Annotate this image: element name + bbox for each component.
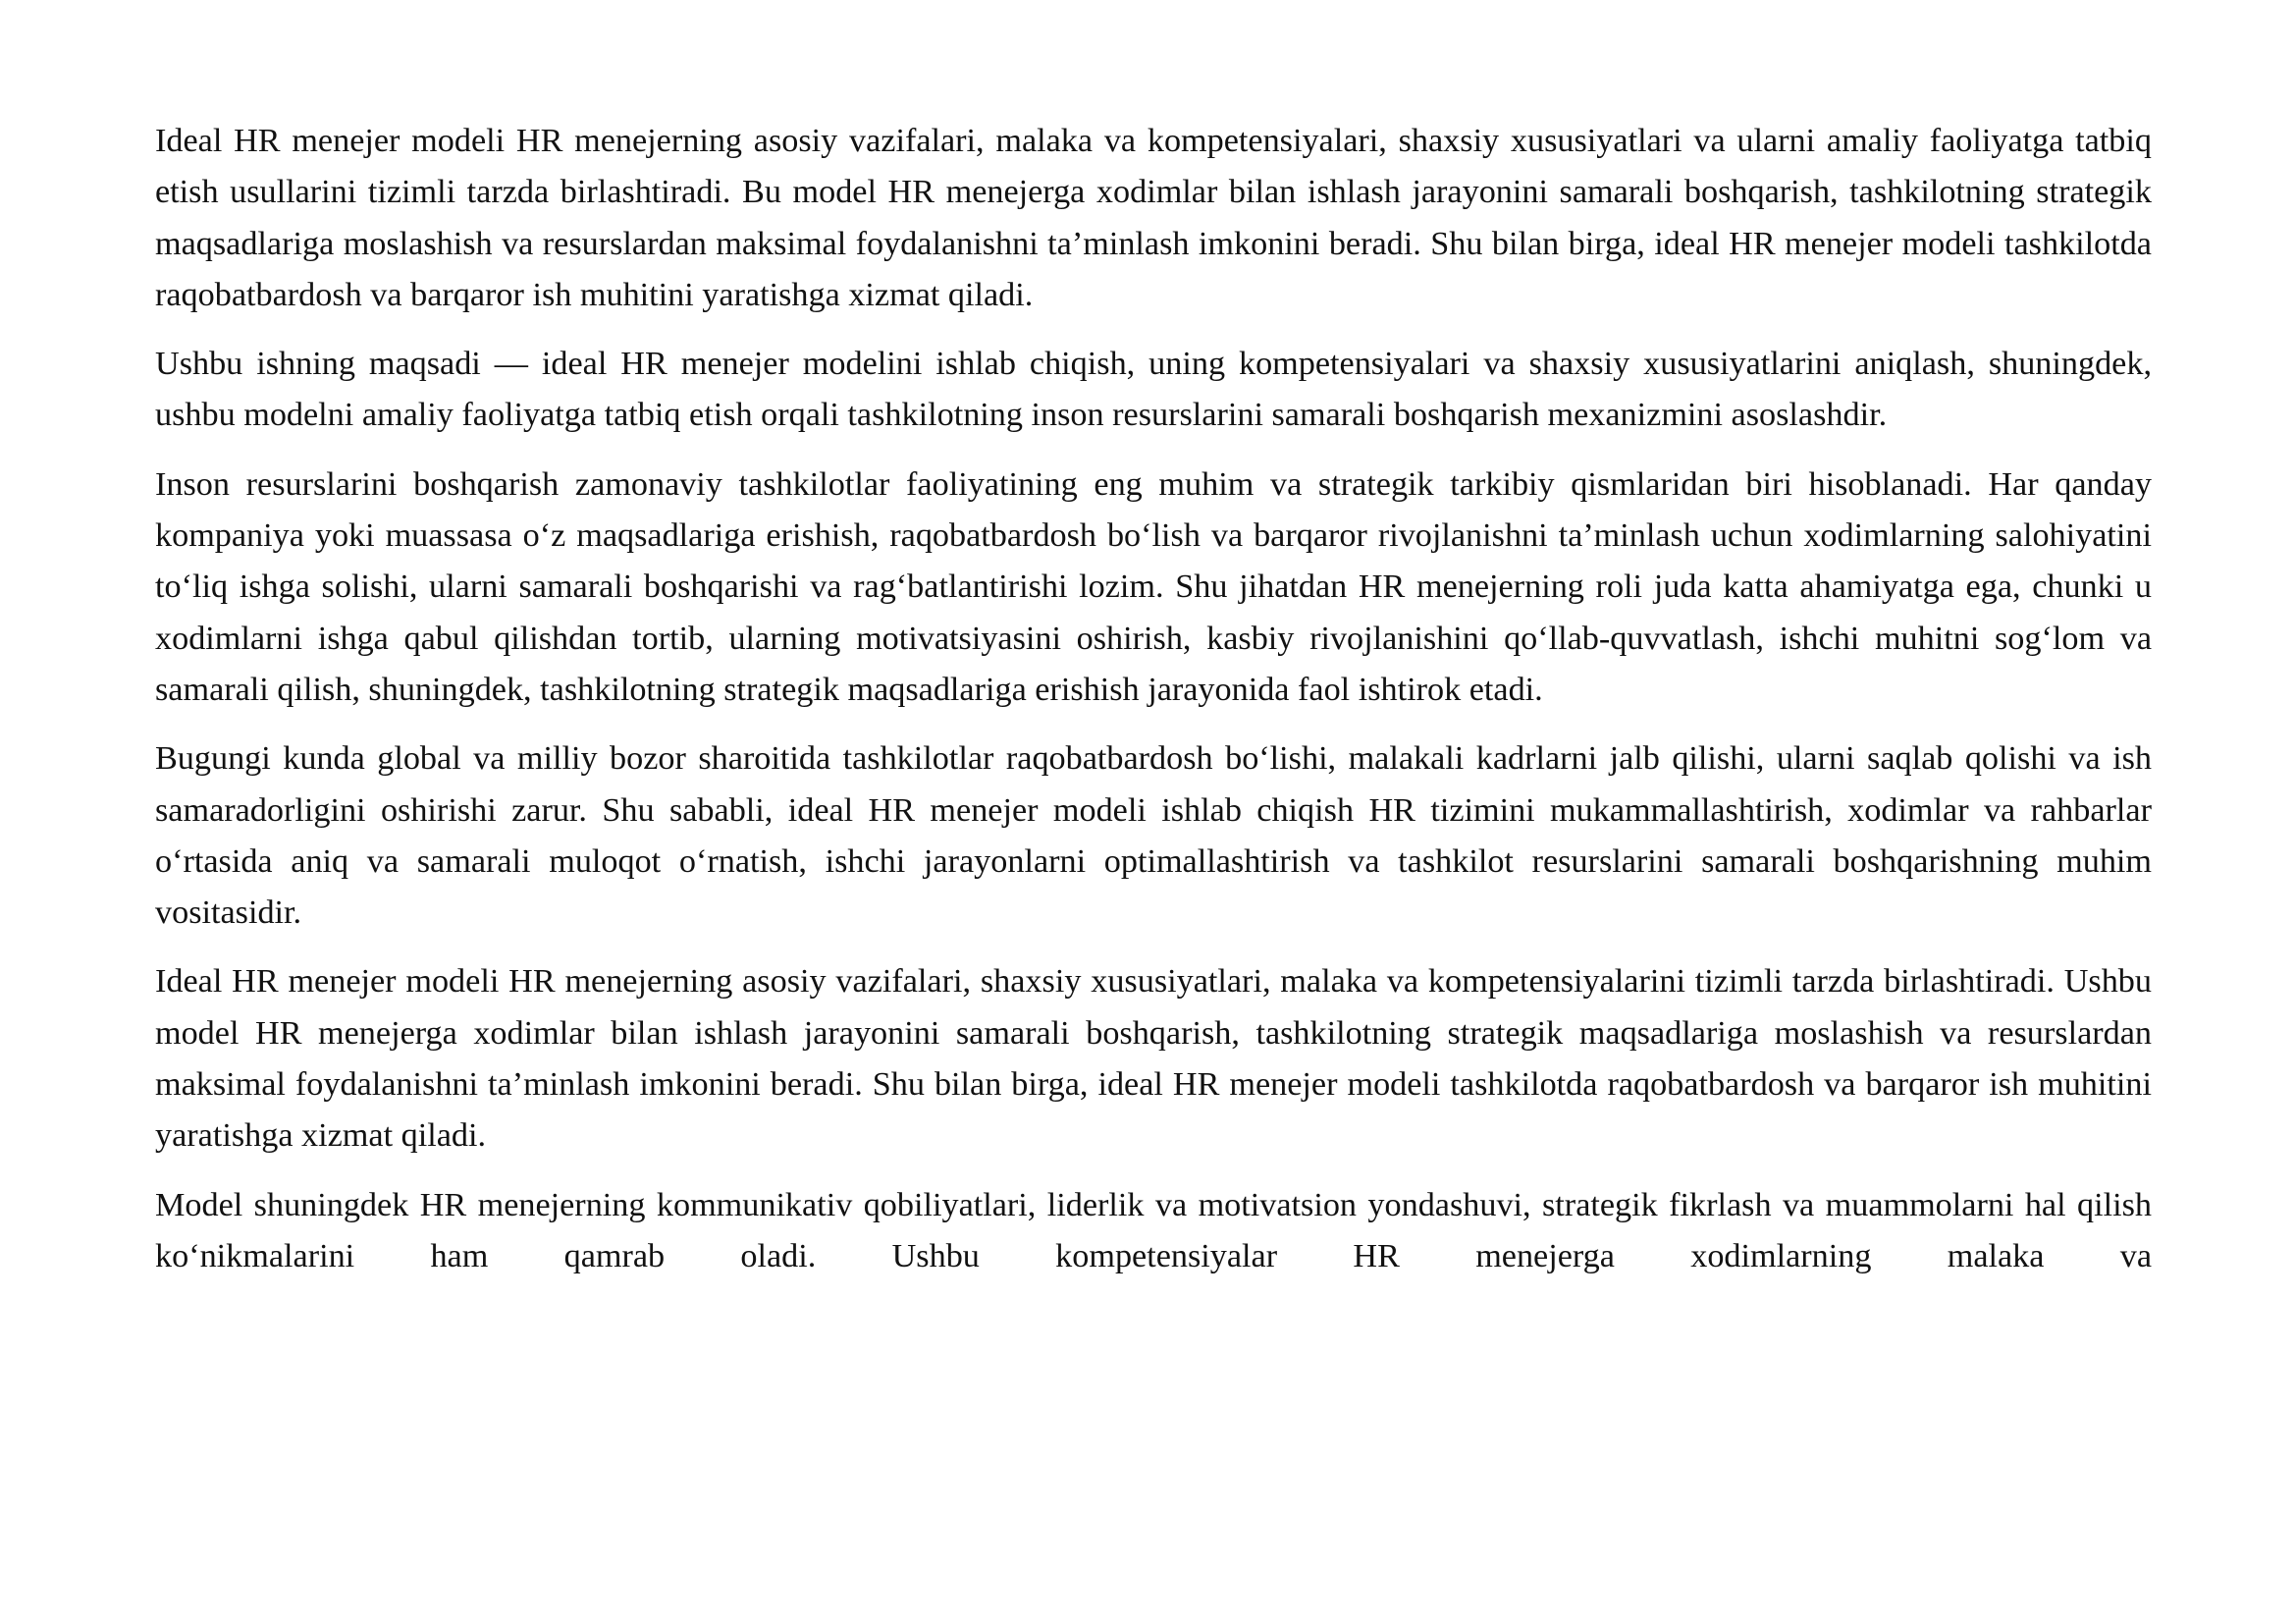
paragraph: Ideal HR menejer modeli HR menejerning asosiy vazifalari, malaka va kompetensiyalari, shaxsiy xususiyatlari va ularni amaliy faoliyatga tatbiq etish usullarini tizimli tarzda birlashtiradi. Bu model HR menejerga xodimlar bilan ishlash jarayonini samarali boshqarish, tashkilotning strategik maqsadlariga moslashish va resurslardan maksimal foydalanishni ta’minlash imkonini beradi. Shu bilan birga, ideal HR menejer modeli tashkilotda raqobatbardosh va barqaror ish muhitini yaratishga xizmat qiladi. [155,123,2152,313]
paragraph: Model shuningdek HR menejerning kommunikativ qobiliyatlari, liderlik va motivatsion yondashuvi, strategik fikrlash va muammolarni hal qilish ko‘nikmalarini ham qamrab oladi. Ushbu kompetensiyalar HR menejerga xodimlarning malaka va [155,1186,2152,1274]
paragraph: Inson resurslarini boshqarish zamonaviy tashkilotlar faoliyatining eng muhim va strategik tarkibiy qismlaridan biri hisoblanadi. Har qanday kompaniya yoki muassasa o‘z maqsadlariga erishish, raqobatbardosh bo‘lish va barqaror rivojlanishni ta’minlash uchun xodimlarning salohiyatini to‘liq ishga solishi, ularni samarali boshqarishi va rag‘batlantirishi lozim. Shu jihatdan HR menejerning roli juda katta ahamiyatga ega, chunki u xodimlarni ishga qabul qilishdan tortib, ularning motivatsiyasini oshirish, kasbiy rivojlanishini qo‘llab-quvvatlash, ishchi muhitni sog‘lom va samarali qilish, shuningdek, tashkilotning strategik maqsadlariga erishish jarayonida faol ishtirok etadi. [155,465,2152,708]
paragraph: Bugungi kunda global va milliy bozor sharoitida tashkilotlar raqobatbardosh bo‘lishi, malakali kadrlarni jalb qilishi, ularni saqlab qolishi va ish samaradorligini oshirishi zarur. Shu sababli, ideal HR menejer modeli ishlab chiqish HR tizimini mukammallashtirish, xodimlar va rahbarlar o‘rtasida aniq va samarali muloqot o‘rnatish, ishchi jarayonlarni optimallashtirish va tashkilot resurslarini samarali boshqarishning muhim vositasidir. [155,740,2152,932]
paragraph: Ushbu ishning maqsadi — ideal HR menejer modelini ishlab chiqish, uning kompetensiyalari va shaxsiy xususiyatlarini aniqlash, shuningdek, ushbu modelni amaliy faoliyatga tatbiq etish orqali tashkilotning inson resurslarini samarali boshqarish mexanizmini asoslashdir. [155,346,2152,434]
paragraph: Ideal HR menejer modeli HR menejerning asosiy vazifalari, shaxsiy xususiyatlari, malaka va kompetensiyalarini tizimli tarzda birlashtiradi. Ushbu model HR menejerga xodimlar bilan ishlash jarayonini samarali boshqarish, tashkilotning strategik maqsadlariga moslashish va resurslardan maksimal foydalanishni ta’minlash imkonini beradi. Shu bilan birga, ideal HR menejer modeli tashkilotda raqobatbardosh va barqaror ish muhitini yaratishga xizmat qiladi. [155,963,2152,1155]
document-page [155,116,2152,1300]
